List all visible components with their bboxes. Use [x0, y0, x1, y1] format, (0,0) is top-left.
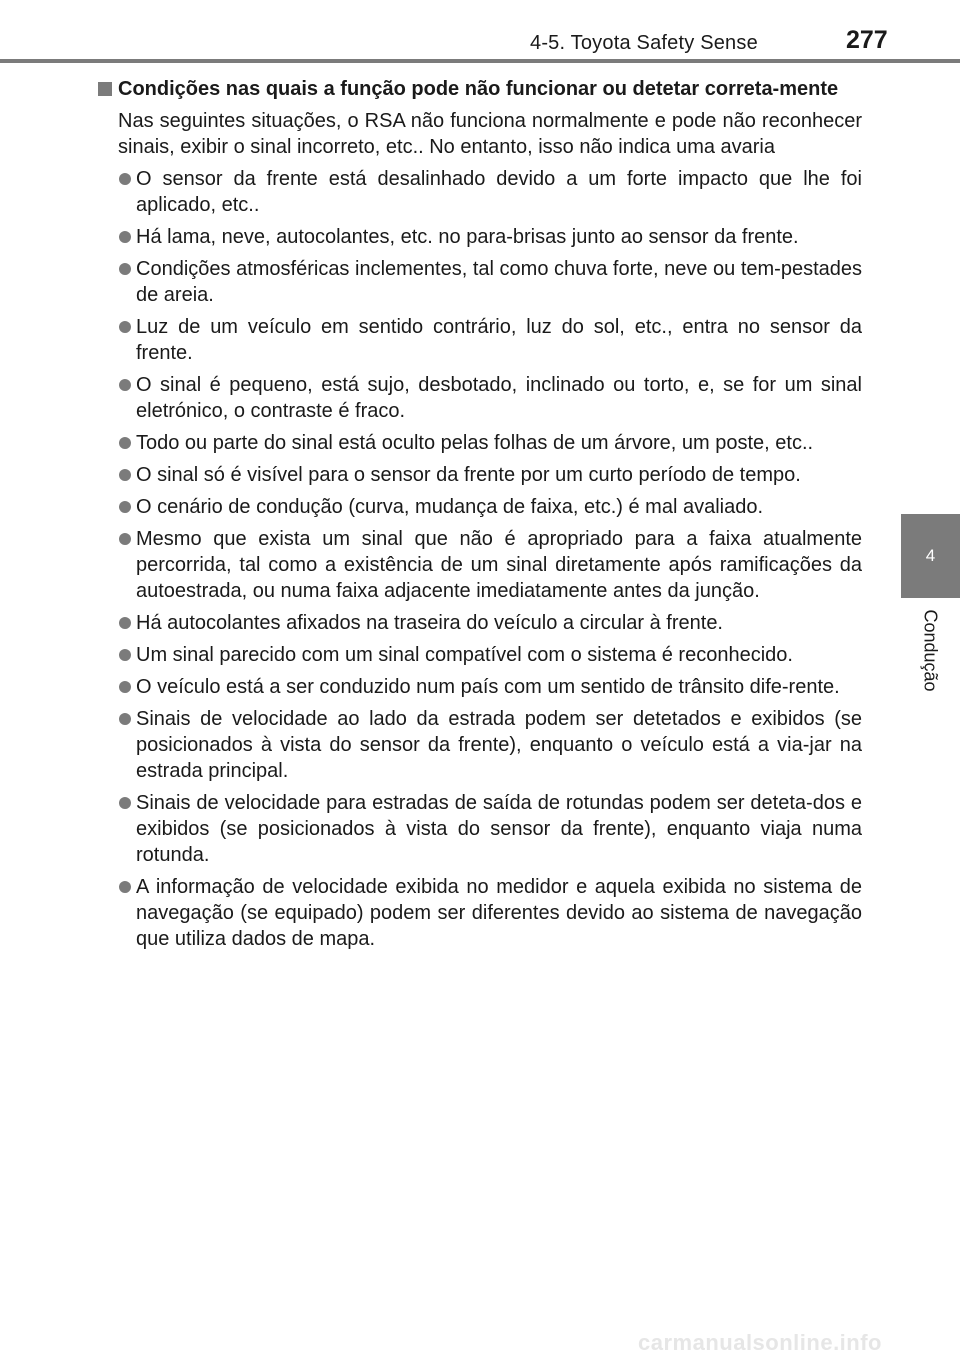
- list-item: [98, 674, 862, 700]
- section-heading: [98, 76, 862, 102]
- list-item-text: O sensor da frente está desalinhado devido a um forte impacto que lhe foi aplicado, etc..: [136, 168, 862, 216]
- main-content: [98, 76, 862, 952]
- list-item-text: O sinal só é visível para o sensor da frente por um curto período de tempo.: [136, 464, 801, 486]
- list-item: [98, 256, 862, 308]
- circle-bullet-icon: [119, 501, 131, 513]
- list-item-text: O sinal é pequeno, está sujo, desbotado, inclinado ou torto, e, se for um sinal eletrónico, o contraste é fraco.: [136, 374, 862, 422]
- circle-bullet-icon: [119, 437, 131, 449]
- circle-bullet-icon: [119, 263, 131, 275]
- chapter-tab-label-box: [901, 598, 960, 702]
- page-number: 277: [846, 26, 888, 54]
- list-item: [98, 430, 862, 456]
- list-item-text: Luz de um veículo em sentido contrário, luz do sol, etc., entra no sensor da frente.: [136, 316, 862, 364]
- list-item: [98, 706, 862, 784]
- circle-bullet-icon: [119, 881, 131, 893]
- list-item-text: Há autocolantes afixados na traseira do veículo a circular à frente.: [136, 612, 723, 634]
- list-item: [98, 166, 862, 218]
- square-bullet-icon: [98, 82, 112, 96]
- list-item-text: Há lama, neve, autocolantes, etc. no para-brisas junto ao sensor da frente.: [136, 226, 799, 248]
- list-item-text: A informação de velocidade exibida no medidor e aquela exibida no sistema de navegação (se equipado) podem ser diferentes devido ao sistema de navegação que utiliza dados de mapa.: [136, 876, 862, 950]
- circle-bullet-icon: [119, 231, 131, 243]
- list-item-text: Todo ou parte do sinal está oculto pelas folhas de um árvore, um poste, etc..: [136, 432, 814, 454]
- chapter-tab-label: Condução: [921, 608, 942, 692]
- list-item-text: Condições atmosféricas inclementes, tal como chuva forte, neve ou tem-pestades de areia.: [136, 258, 862, 306]
- section-heading-text: Condições nas quais a função pode não funcionar ou detetar correta-mente: [118, 78, 839, 100]
- circle-bullet-icon: [119, 713, 131, 725]
- list-item: [98, 494, 862, 520]
- list-item-text: Mesmo que exista um sinal que não é apropriado para a faixa atualmente percorrida, tal como a existência de um sinal diretamente após ramificações da autoestrada, ou numa faixa adjacente imediatamente antes da junção.: [136, 528, 862, 602]
- list-item-text: O veículo está a ser conduzido num país com um sentido de trânsito dife-rente.: [136, 676, 840, 698]
- list-item-text: Um sinal parecido com um sinal compatível com o sistema é reconhecido.: [136, 644, 793, 666]
- list-item: [98, 224, 862, 250]
- list-item: [98, 526, 862, 604]
- list-item-text: Sinais de velocidade para estradas de saída de rotundas podem ser deteta-dos e exibidos (se posicionados à vista do sensor da frente), enquanto viaja numa rotunda.: [136, 792, 862, 866]
- list-item: [98, 462, 862, 488]
- condition-list: [98, 166, 862, 952]
- circle-bullet-icon: [119, 797, 131, 809]
- circle-bullet-icon: [119, 173, 131, 185]
- circle-bullet-icon: [119, 681, 131, 693]
- list-item: [98, 610, 862, 636]
- circle-bullet-icon: [119, 649, 131, 661]
- circle-bullet-icon: [119, 379, 131, 391]
- list-item: [98, 314, 862, 366]
- chapter-tab-number: 4: [901, 514, 960, 598]
- list-item-text: Sinais de velocidade ao lado da estrada podem ser detetados e exibidos (se posicionados à vista do sensor da frente), enquanto o veículo está a via-jar na estrada principal.: [136, 708, 862, 782]
- list-item: [98, 790, 862, 868]
- watermark: carmanualsonline.info: [638, 1330, 882, 1355]
- circle-bullet-icon: [119, 321, 131, 333]
- section-title: 4-5. Toyota Safety Sense: [530, 32, 758, 54]
- list-item: [98, 874, 862, 952]
- intro-paragraph: Nas seguintes situações, o RSA não funciona normalmente e pode não reconhecer sinais, exibir o sinal incorreto, etc.. No entanto, isso não indica uma avaria: [118, 110, 862, 158]
- circle-bullet-icon: [119, 617, 131, 629]
- list-item-text: O cenário de condução (curva, mudança de faixa, etc.) é mal avaliado.: [136, 496, 764, 518]
- circle-bullet-icon: [119, 533, 131, 545]
- list-item: [98, 642, 862, 668]
- list-item: [98, 372, 862, 424]
- header-rule: [0, 59, 960, 63]
- circle-bullet-icon: [119, 469, 131, 481]
